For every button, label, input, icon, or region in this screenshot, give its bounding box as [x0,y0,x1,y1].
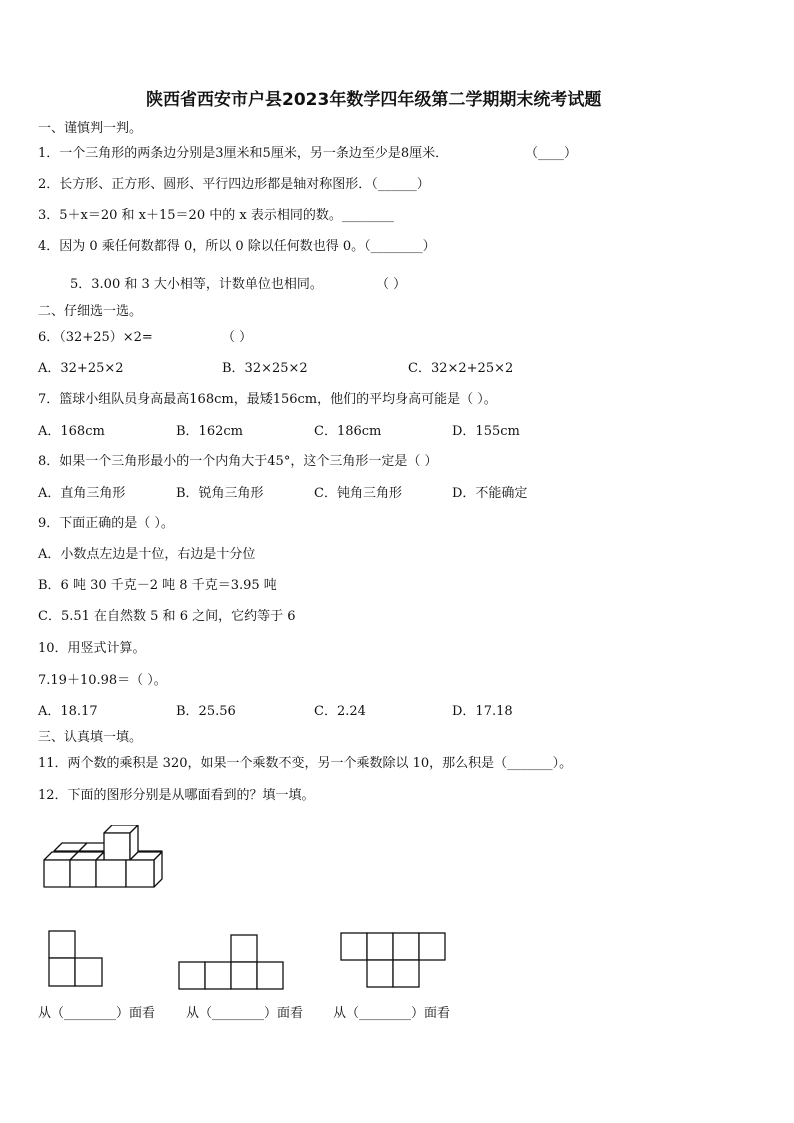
option-8b[interactable]: B．锐角三角形 [176,486,264,501]
question-10: 10．用竖式计算。 [38,641,146,656]
option-9a[interactable]: A．小数点左边是十位，右边是十分位 [38,547,256,562]
question-7: 7．篮球小组队员身高最高168cm，最矮156cm，他们的平均身高可能是（ ）。 [38,392,497,407]
option-6b[interactable]: B．32×25×2 [222,361,308,376]
option-10b[interactable]: B．25.56 [176,704,236,719]
question-8: 8．如果一个三角形最小的一个内角大于45°，这个三角形一定是（ ） [38,454,438,469]
view-3-blank[interactable]: 从（________）面看 [333,1006,451,1021]
option-9c[interactable]: C．5.51 在自然数 5 和 6 之间，它约等于 6 [38,609,296,624]
option-8c[interactable]: C．钝角三角形 [314,486,402,501]
question-5-blank[interactable]: （ ） [376,277,407,292]
question-3: 3．5＋x＝20 和 x＋15＝20 中的 x 表示相同的数。________ [38,208,394,223]
option-7c[interactable]: C．186cm [314,424,382,439]
question-12: 12．下面的图形分别是从哪面看到的？填一填。 [38,788,315,803]
section-heading-choose: 二、仔细选一选。 [38,304,143,319]
question-2: 2．长方形、正方形、圆形、平行四边形都是轴对称图形．（______） [38,177,430,192]
question-9: 9．下面正确的是（ ）。 [38,516,174,531]
option-6c[interactable]: C．32×2+25×2 [408,361,514,376]
option-8d[interactable]: D．不能确定 [452,486,528,501]
option-9b[interactable]: B．6 吨 30 千克－2 吨 8 千克＝3.95 吨 [38,578,277,593]
question-4: 4．因为 0 乘任何数都得 0，所以 0 除以任何数也得 0。（________） [38,239,436,254]
section-heading-judge: 一、谨慎判一判。 [38,121,143,136]
option-10d[interactable]: D．17.18 [452,704,513,719]
section-heading-fill: 三、认真填一填。 [38,730,143,745]
view-1-blank[interactable]: 从（________）面看 [38,1006,156,1021]
question-5: 5．3.00 和 3 大小相等，计数单位也相同。 [70,277,323,292]
option-7b[interactable]: B．162cm [176,424,243,439]
question-1: 1．一个三角形的两条边分别是3厘米和5厘米，另一条边至少是8厘米． [38,146,449,161]
question-6-blank[interactable]: （ ） [222,330,253,345]
view-figure-2 [178,934,288,996]
question-11: 11．两个数的乘积是 320，如果一个乘数不变，另一个乘数除以 10，那么积是（_______）。 [38,756,573,771]
option-7d[interactable]: D．155cm [452,424,520,439]
question-10-expression: 7.19＋10.98＝（ ）。 [38,673,167,688]
question-6: 6．（32+25）×2= [38,330,153,345]
view-2-blank[interactable]: 从（________）面看 [186,1006,304,1021]
cube-solid-figure [40,825,170,901]
question-1-blank[interactable]: （____） [525,146,578,161]
option-10c[interactable]: C．2.24 [314,704,366,719]
option-10a[interactable]: A．18.17 [38,704,98,719]
view-figure-3 [340,932,450,994]
view-figure-1 [48,930,108,992]
option-6a[interactable]: A．32+25×2 [38,361,124,376]
page-title: 陕西省西安市户县2023年数学四年级第二学期期末统考试题 [146,90,602,110]
option-8a[interactable]: A．直角三角形 [38,486,126,501]
option-7a[interactable]: A．168cm [38,424,105,439]
